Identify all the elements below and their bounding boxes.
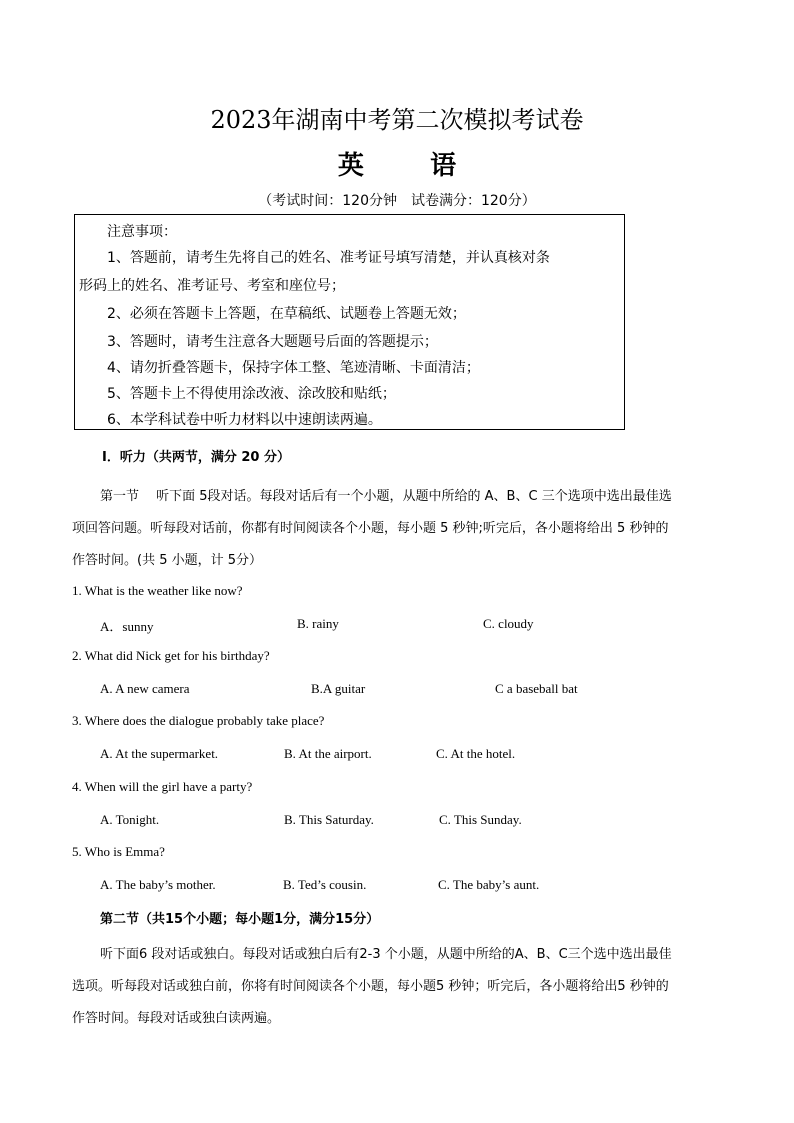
question-5: 5. Who is Emma? [72, 844, 165, 859]
notice-item-2: 2、必须在答题卡上答题，在草稿纸、试题卷上答题无效； [107, 306, 466, 322]
q3-option-b: B. At the airport. [284, 746, 372, 761]
subject-title [0, 145, 794, 182]
notice-item-1a: 1、答题前，请考生先将自己的姓名、准考证号填写清楚，并认真核对条 [107, 250, 550, 266]
question-1: 1. What is the weather like now? [72, 583, 243, 598]
notice-box [74, 214, 625, 430]
q1-option-b: B. rainy [297, 616, 339, 631]
q4-option-b: B. This Saturday. [284, 812, 374, 827]
q4-option-a: A. Tonight. [100, 812, 160, 827]
subject-char-1: 英 [337, 151, 364, 181]
q2-option-a: A. A new camera [100, 681, 190, 696]
q3-option-a: A. At the supermarket. [100, 746, 219, 761]
part1-line-2: 项回答问题。听每段对话前，你都有时间阅读各个小题，每小题 5 秒钟;听完后，各小题将给出 5 秒钟的 [72, 521, 669, 536]
q4-option-c: C. This Sunday. [439, 812, 522, 827]
q2-option-b: B.A guitar [311, 681, 366, 696]
notice-item-5: 5、答题卡上不得使用涂改液、涂改胶和贴纸； [107, 386, 396, 402]
q1-option-c: C. cloudy [483, 616, 534, 631]
q5-option-a: A. The baby’s mother. [100, 877, 216, 892]
notice-heading: 注意事项： [107, 224, 177, 240]
notice-item-4: 4、请勿折叠答题卡，保持字体工整、笔迹清晰、卡面清洁； [107, 360, 480, 376]
notice-item-1b: 形码上的姓名、准考证号、考室和座位号； [79, 278, 345, 294]
q3-option-c: C. At the hotel. [436, 746, 516, 761]
part1-line-1: 第一节 听下面 5段对话。每段对话后有一个小题，从题中所给的 A、B、C 三个选项中选出最佳选 [100, 489, 672, 504]
exam-title: 2023年湖南中考第二次模拟考试卷 [210, 106, 584, 134]
q5-option-b: B. Ted’s cousin. [283, 877, 367, 892]
exam-meta: （考试时间：120分钟 试卷满分：120分） [258, 193, 536, 209]
question-3: 3. Where does the dialogue probably take place? [72, 713, 325, 728]
q5-option-c: C. The baby’s aunt. [438, 877, 540, 892]
subject-char-2: 语 [430, 151, 457, 181]
part2-line-3: 作答时间。每段对话或独白读两遍。 [72, 1011, 281, 1026]
notice-item-6: 6、本学科试卷中听力材料以中速朗读两遍。 [107, 412, 382, 428]
q2-option-c: C a baseball bat [495, 681, 578, 696]
question-2: 2. What did Nick get for his birthday? [72, 648, 270, 663]
listening-heading: I．听力（共两节，满分 20 分） [102, 450, 290, 465]
notice-item-3: 3、答题时，请考生注意各大题题号后面的答题提示； [107, 334, 438, 350]
question-4: 4. When will the girl have a party? [72, 779, 253, 794]
part1-line-3: 作答时间。(共 5 小题，计 5分） [72, 553, 263, 568]
part2-line-1: 听下面6 段对话或独白。每段对话或独白后有2-3 个小题，从题中所给的A、B、C三个选中选出最佳 [100, 947, 672, 962]
q1-option-a: A．sunny [100, 619, 154, 634]
part2-heading: 第二节（共15个小题；每小题1分，满分15分） [100, 912, 380, 927]
part2-line-2: 选项。听每段对话或独白前，你将有时间阅读各个小题，每小题5 秒钟；听完后，各小题将给出5 秒钟的 [72, 979, 669, 994]
